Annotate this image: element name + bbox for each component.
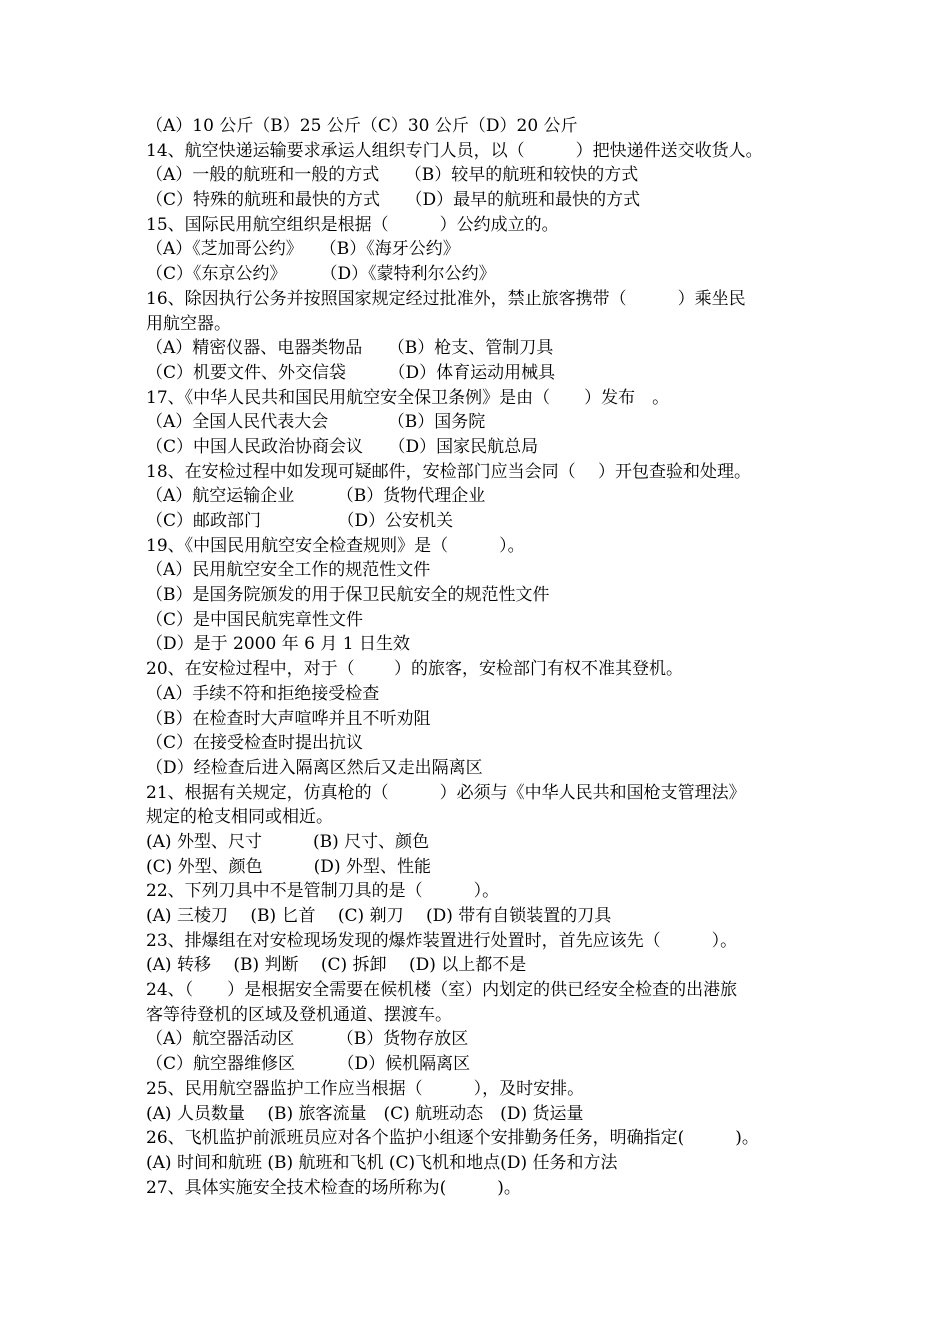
text-line: （A）手续不符和拒绝接受检查	[146, 683, 380, 704]
text-line: （A）《芝加哥公约》 （B）《海牙公约》	[146, 239, 460, 260]
text-line: (A) 转移 (B) 判断 (C) 拆卸 (D) 以上都不是	[146, 955, 527, 976]
text-line: (A) 人员数量 (B) 旅客流量 (C) 航班动态 (D) 货运量	[146, 1103, 584, 1124]
question-15-stem: 15、国际民用航空组织是根据（ ）公约成立的。	[146, 214, 559, 235]
text-line: （C）是中国民航宪章性文件	[146, 609, 364, 630]
text-line: （A）一般的航班和一般的方式 （B）较早的航班和较快的方式	[146, 165, 639, 186]
text-line: （C）特殊的航班和最快的方式 （D）最早的航班和最快的方式	[146, 190, 641, 211]
question-22-stem: 22、下列刀具中不是管制刀具的是（ ）。	[146, 881, 500, 902]
text-line: （A）精密仪器、电器类物品 （B）枪支、管制刀具	[146, 338, 554, 359]
question-16-stem: 16、除因执行公务并按照国家规定经过批准外，禁止旅客携带（ ）乘坐民	[146, 288, 746, 309]
text-line: (C) 外型、颜色 (D) 外型、性能	[146, 856, 431, 877]
question-17-stem: 17、《中华人民共和国民用航空安全保卫条例》是由（ ）发布 。	[146, 387, 670, 408]
question-26-stem: 26、飞机监护前派班员应对各个监护小组逐个安排勤务任务，明确指定( )。	[146, 1128, 759, 1149]
question-23-stem: 23、排爆组在对安检现场发现的爆炸装置进行处置时，首先应该先（ ）。	[146, 930, 738, 951]
question-21-stem: 21、根据有关规定，仿真枪的（ ）必须与《中华人民共和国枪支管理法》	[146, 782, 746, 803]
text-line: （A）航空器活动区 （B）货物存放区	[146, 1029, 469, 1050]
text-line: （C）航空器维修区 （D）候机隔离区	[146, 1054, 471, 1075]
question-24-stem: 24、（ ）是根据安全需要在候机楼（室）内划定的供已经安全检查的出港旅	[146, 980, 738, 1001]
text-line: （C）《东京公约》 （D）《蒙特利尔公约》	[146, 264, 496, 285]
question-27-stem: 27、具体实施安全技术检查的场所称为( )。	[146, 1177, 521, 1198]
text-line: （D）经检查后进入隔离区然后又走出隔离区	[146, 757, 483, 778]
text-line: （C）在接受检查时提出抗议	[146, 733, 364, 754]
text-line: （B）在检查时大声喧哗并且不听劝阻	[146, 708, 431, 729]
text-line: （C）中国人民政治协商会议 （D）国家民航总局	[146, 436, 539, 457]
question-19-stem: 19、《中国民用航空安全检查规则》是（ ）。	[146, 535, 525, 556]
text-line: (A) 外型、尺寸 (B) 尺寸、颜色	[146, 831, 430, 852]
question-text-block	[146, 114, 826, 1200]
text-line: （A）10 公斤（B）25 公斤（C）30 公斤（D）20 公斤	[146, 116, 578, 136]
question-20-stem: 20、在安检过程中，对于（ ）的旅客，安检部门有权不准其登机。	[146, 659, 684, 680]
question-25-stem: 25、民用航空器监护工作应当根据（ ），及时安排。	[146, 1078, 585, 1099]
text-line: 用航空器。	[146, 313, 231, 334]
text-line: （A）航空运输企业 （B）货物代理企业	[146, 486, 486, 507]
text-line: （C）邮政部门 （D）公安机关	[146, 511, 454, 531]
text-line: （C）机要文件、外交信袋 （D）体育运动用械具	[146, 362, 556, 383]
question-18-stem: 18、在安检过程中如发现可疑邮件，安检部门应当会同（ ）开包查验和处理。	[146, 461, 752, 482]
text-line: （A）全国人民代表大会 （B）国务院	[146, 412, 486, 433]
text-line: （B）是国务院颁发的用于保卫民航安全的规范性文件	[146, 585, 550, 606]
text-line: （D）是于 2000 年 6 月 1 日生效	[146, 634, 410, 655]
text-line: 客等待登机的区域及登机通道、摆渡车。	[146, 1004, 452, 1025]
text-line: 规定的枪支相同或相近。	[146, 807, 333, 828]
text-line: (A) 时间和航班 (B) 航班和飞机 (C)飞机和地点(D) 任务和方法	[146, 1152, 618, 1173]
question-14-stem: 14、航空快递运输要求承运人组织专门人员，以（ ）把快递件送交收货人。	[146, 140, 763, 161]
text-line: （A）民用航空安全工作的规范性文件	[146, 560, 431, 581]
text-line: (A) 三棱刀 (B) 匕首 (C) 剃刀 (D) 带有自锁装置的刀具	[146, 906, 612, 926]
